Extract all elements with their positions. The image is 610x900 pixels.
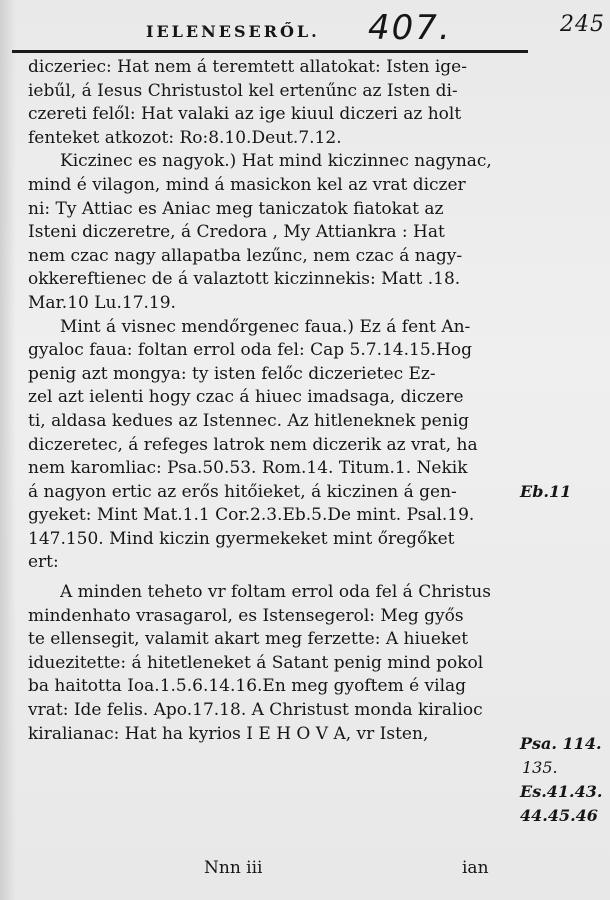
handwritten-page-number: 407. [368, 8, 452, 48]
text-line: Kiczinec es nagyok.) Hat mind kiczinnec nagynac, [60, 151, 492, 172]
text-line: te ellensegit, valamit akart meg ferzette: A hiueket [28, 629, 469, 650]
body-text [28, 56, 514, 746]
text-line: diczeriec: Hat nem á teremtett allatokat: Isten ige- [28, 57, 467, 77]
text-line: ert: [28, 552, 59, 573]
text-line: nem czac nagy allapatba lezűnc, nem czac á nagy- [28, 245, 463, 266]
running-head: IELENESERŐL. [146, 22, 320, 41]
text-line: vrat: Ide felis. Apo.17.18. A Christust monda kiralioc [28, 700, 483, 721]
text-line: ba haitotta Ioa.1.5.6.14.16.En meg gyoftem é vilag [28, 676, 467, 697]
text-line: 147.150. Mind kiczin gyermekeket mint őregőket [28, 528, 455, 549]
text-line: ni: Ty Attiac es Aniac meg taniczatok fiatokat az [28, 198, 444, 219]
text-line: zel azt ielenti hogy czac á hiuec imadsaga, diczere [28, 387, 464, 408]
text-line: Mint á visnec mendőrgenec faua.) Ez á fent An- [60, 316, 471, 337]
header-rule [12, 50, 528, 53]
text-line: Mar.10 Lu.17.19. [28, 292, 176, 313]
text-line: iebűl, á Iesus Christustol kel ertenűnc az Isten di- [28, 80, 458, 101]
text-line: mindenhato vrasagarol, es Istensegerol: Meg győs [28, 605, 464, 626]
text-line: czereti felől: Hat valaki az ige kiuul diczeri az holt [28, 104, 462, 125]
margin-note: 44.45.46 [520, 806, 598, 825]
text-line: A minden teheto vr foltam errol oda fel á Christus [60, 582, 491, 603]
margin-note: Psa. 114. [520, 734, 602, 753]
text-line: kiralianac: Hat ha kyrios I E H O V A, vr Isten, [28, 723, 429, 744]
text-line: okkereftienec de á valaztott kiczinnekis: Matt .18. [28, 269, 461, 290]
text-line: Isteni diczeretre, á Credora , My Attiankra : Hat [28, 222, 445, 243]
text-line: gyaloc faua: foltan errol oda fel: Cap 5.7.14.15.Hog [28, 340, 472, 361]
text-line: nem karomliac: Psa.50.53. Rom.14. Titum.1. Nekik [28, 458, 468, 479]
text-line: ti, aldasa kedues az Istennec. Az hitleneknek penig [28, 410, 470, 431]
text-line: iduezitette: á hitetleneket á Satant penig mind pokol [28, 652, 484, 673]
text-line: penig azt mongya: ty isten felőc diczerietec Ez- [28, 363, 436, 384]
text-line: á nagyon ertic az erős hitőieket, á kiczinen á gen- [28, 481, 457, 502]
page-gutter-shadow [0, 0, 16, 900]
text-line: gyeket: Mint Mat.1.1 Cor.2.3.Eb.5.De mint. Psal.19. [28, 505, 475, 526]
catchword: ian [462, 858, 489, 878]
text-line: mind é vilagon, mind á masickon kel az vrat diczer [28, 174, 466, 195]
text-line: diczeretec, á refeges latrok nem diczerik az vrat, ha [28, 434, 478, 455]
margin-note: 135. [522, 758, 558, 777]
corner-page-number: 245 [560, 12, 605, 37]
margin-note: Es.41.43. [520, 782, 603, 801]
text-line: fenteket atkozot: Ro:8.10.Deut.7.12. [28, 127, 342, 148]
signature-mark: Nnn iii [204, 858, 263, 878]
margin-note: Eb.11 [520, 482, 572, 501]
